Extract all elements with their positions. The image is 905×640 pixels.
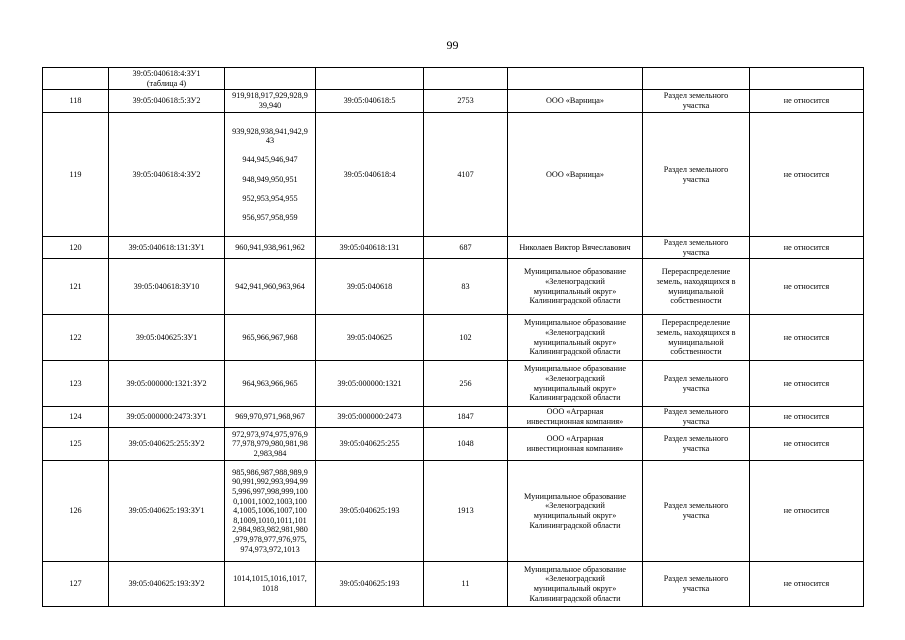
formation-method: Перераспределение земель, находящихся в муниципальной собственности <box>643 259 750 315</box>
reference-note: не относится <box>750 259 864 315</box>
table-row <box>43 428 864 461</box>
reference-note: не относится <box>750 315 864 361</box>
boundary-points: 939,928,938,941,942,9 43 944,945,946,947 948,949,950,951 952,953,954,955 956,957,958,959 <box>225 113 316 237</box>
right-holder: Муниципальное образование «Зеленоградский муниципальный округ» Калининградской области <box>508 562 643 607</box>
land-plots-table <box>42 67 864 607</box>
row-number <box>43 68 109 90</box>
reference-note: не относится <box>750 113 864 237</box>
right-holder: Николаев Виктор Вячеславович <box>508 237 643 259</box>
plot-area: 1847 <box>424 407 508 428</box>
formation-method: Раздел земельного участка <box>643 562 750 607</box>
reference-note: не относится <box>750 90 864 113</box>
plot-designation: 39:05:040618:4:ЗУ1 (таблица 4) <box>109 68 225 90</box>
plot-designation: 39:05:040625:193:ЗУ2 <box>109 562 225 607</box>
plot-area: 2753 <box>424 90 508 113</box>
cadastral-number: 39:05:040618:131 <box>316 237 424 259</box>
boundary-points: 965,966,967,968 <box>225 315 316 361</box>
formation-method: Раздел земельного участка <box>643 428 750 461</box>
cadastral-number: 39:05:040625 <box>316 315 424 361</box>
cadastral-number: 39:05:040618 <box>316 259 424 315</box>
row-number: 124 <box>43 407 109 428</box>
plot-designation: 39:05:000000:1321:ЗУ2 <box>109 361 225 407</box>
formation-method: Раздел земельного участка <box>643 237 750 259</box>
boundary-points: 964,963,966,965 <box>225 361 316 407</box>
right-holder: Муниципальное образование «Зеленоградский муниципальный округ» Калининградской области <box>508 259 643 315</box>
reference-note: не относится <box>750 562 864 607</box>
reference-note: не относится <box>750 237 864 259</box>
boundary-points: 960,941,938,961,962 <box>225 237 316 259</box>
cadastral-number: 39:05:000000:2473 <box>316 407 424 428</box>
formation-method: Раздел земельного участка <box>643 407 750 428</box>
plot-designation: 39:05:040618:ЗУ10 <box>109 259 225 315</box>
right-holder: Муниципальное образование «Зеленоградский муниципальный округ» Калининградской области <box>508 315 643 361</box>
boundary-points <box>225 68 316 90</box>
reference-note <box>750 68 864 90</box>
plot-area: 1048 <box>424 428 508 461</box>
plot-designation: 39:05:040625:193:ЗУ1 <box>109 461 225 562</box>
plot-area: 256 <box>424 361 508 407</box>
boundary-points: 972,973,974,975,976,9 77,978,979,980,981,98 2,983,984 <box>225 428 316 461</box>
plot-area: 83 <box>424 259 508 315</box>
row-number: 125 <box>43 428 109 461</box>
cadastral-number: 39:05:040625:193 <box>316 562 424 607</box>
cadastral-number <box>316 68 424 90</box>
row-number: 126 <box>43 461 109 562</box>
right-holder: ООО «Варница» <box>508 90 643 113</box>
table-row <box>43 68 864 90</box>
formation-method <box>643 68 750 90</box>
cadastral-number: 39:05:040625:193 <box>316 461 424 562</box>
plot-designation: 39:05:000000:2473:ЗУ1 <box>109 407 225 428</box>
cadastral-number: 39:05:040618:4 <box>316 113 424 237</box>
plot-area: 1913 <box>424 461 508 562</box>
formation-method: Раздел земельного участка <box>643 361 750 407</box>
boundary-points: 969,970,971,968,967 <box>225 407 316 428</box>
right-holder: ООО «Аграрная инвестиционная компания» <box>508 407 643 428</box>
boundary-points: 1014,1015,1016,1017, 1018 <box>225 562 316 607</box>
row-number: 118 <box>43 90 109 113</box>
formation-method: Раздел земельного участка <box>643 461 750 562</box>
reference-note: не относится <box>750 428 864 461</box>
cadastral-number: 39:05:040625:255 <box>316 428 424 461</box>
plot-area: 687 <box>424 237 508 259</box>
row-number: 119 <box>43 113 109 237</box>
plot-designation: 39:05:040625:255:ЗУ2 <box>109 428 225 461</box>
table-row <box>43 90 864 113</box>
cadastral-number: 39:05:040618:5 <box>316 90 424 113</box>
right-holder: ООО «Варница» <box>508 113 643 237</box>
boundary-points: 942,941,960,963,964 <box>225 259 316 315</box>
plot-designation: 39:05:040625:ЗУ1 <box>109 315 225 361</box>
plot-area: 11 <box>424 562 508 607</box>
table-row <box>43 407 864 428</box>
row-number: 123 <box>43 361 109 407</box>
plot-designation: 39:05:040618:4:ЗУ2 <box>109 113 225 237</box>
plot-area: 102 <box>424 315 508 361</box>
plot-designation: 39:05:040618:5:ЗУ2 <box>109 90 225 113</box>
right-holder: ООО «Аграрная инвестиционная компания» <box>508 428 643 461</box>
right-holder: Муниципальное образование «Зеленоградский муниципальный округ» Калининградской области <box>508 461 643 562</box>
boundary-points: 985,986,987,988,989,9 90,991,992,993,994,99 5,996,997,998,999,100 0,1001,1002,1003,100 4,1005,1006,1007,100 8,1009,1010,1011,101 2,984,983,982,981,980 ,979,978,977,976,975, 974,973,972,1013 <box>225 461 316 562</box>
reference-note: не относится <box>750 461 864 562</box>
plot-area <box>424 68 508 90</box>
table-row <box>43 259 864 315</box>
table-row <box>43 113 864 237</box>
cadastral-number: 39:05:000000:1321 <box>316 361 424 407</box>
table-row <box>43 461 864 562</box>
table-row <box>43 361 864 407</box>
table-row <box>43 562 864 607</box>
row-number: 127 <box>43 562 109 607</box>
table-row <box>43 237 864 259</box>
formation-method: Раздел земельного участка <box>643 90 750 113</box>
reference-note: не относится <box>750 407 864 428</box>
formation-method: Раздел земельного участка <box>643 113 750 237</box>
right-holder <box>508 68 643 90</box>
plot-area: 4107 <box>424 113 508 237</box>
row-number: 121 <box>43 259 109 315</box>
table-row <box>43 315 864 361</box>
reference-note: не относится <box>750 361 864 407</box>
row-number: 120 <box>43 237 109 259</box>
row-number: 122 <box>43 315 109 361</box>
plot-designation: 39:05:040618:131:ЗУ1 <box>109 237 225 259</box>
boundary-points: 919,918,917,929,928,9 39,940 <box>225 90 316 113</box>
right-holder: Муниципальное образование «Зеленоградский муниципальный округ» Калининградской области <box>508 361 643 407</box>
formation-method: Перераспределение земель, находящихся в муниципальной собственности <box>643 315 750 361</box>
page-number: 99 <box>446 38 459 52</box>
